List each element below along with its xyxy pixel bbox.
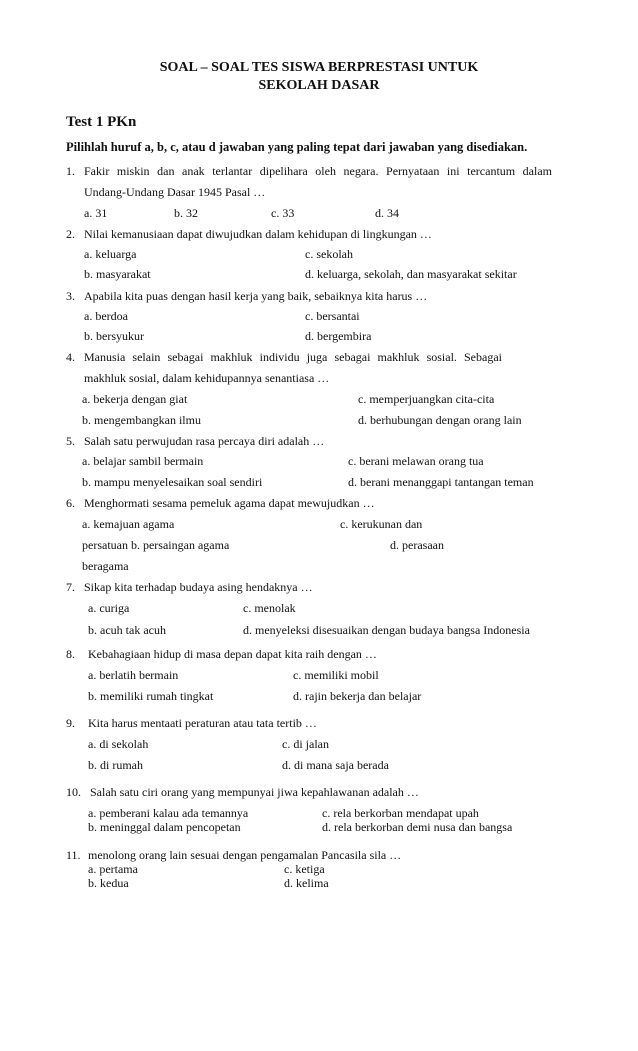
question-number: 1. <box>66 164 75 178</box>
option-b: b. memiliki rumah tingkat <box>88 689 214 703</box>
option-d: d. rajin bekerja dan belajar <box>293 689 422 703</box>
option-d: d. bergembira <box>305 329 372 343</box>
option-d: d. di mana saja berada <box>282 758 389 772</box>
question-text: Manusia selain sebagai makhluk individu juga sebagai makhluk sosial. Sebagai <box>84 350 502 364</box>
instruction-text: Pilihlah huruf a, b, c, atau d jawaban yang paling tepat dari jawaban yang disediakan. <box>66 140 528 154</box>
option-c: c. memperjuangkan cita-cita <box>358 392 495 406</box>
option-d: d. berani menanggapi tantangan teman <box>348 475 534 489</box>
option-d: d. 34 <box>375 206 399 220</box>
option-b: b. masyarakat <box>84 267 151 281</box>
question-number: 10. <box>66 785 81 799</box>
question-text: Kita harus mentaati peraturan atau tata tertib … <box>88 716 317 730</box>
option-b: b. acuh tak acuh <box>88 623 166 637</box>
option-c: c. berani melawan orang tua <box>348 454 484 468</box>
question-number: 3. <box>66 289 75 303</box>
question-text: menolong orang lain sesuai dengan pengamalan Pancasila sila … <box>88 848 402 862</box>
question-text: Salah satu perwujudan rasa percaya diri adalah … <box>84 434 325 448</box>
document-title-line1: SOAL – SOAL TES SISWA BERPRESTASI UNTUK <box>159 60 479 75</box>
option-a: a. kemajuan agama <box>82 517 175 531</box>
option-d: d. menyeleksi disesuaikan dengan budaya bangsa Indonesia <box>243 623 530 637</box>
section-heading: Test 1 PKn <box>66 114 137 130</box>
question-number: 4. <box>66 350 75 364</box>
option-a: a. berdoa <box>84 309 128 323</box>
option-a: a. keluarga <box>84 247 137 261</box>
question-number: 5. <box>66 434 75 448</box>
question-text: Undang-Undang Dasar 1945 Pasal … <box>84 185 266 199</box>
option-a: a. pemberani kalau ada temannya <box>88 806 249 820</box>
option-d: d. perasaan <box>390 538 444 552</box>
option-a: a. belajar sambil bermain <box>82 454 204 468</box>
question-number: 8. <box>66 647 75 661</box>
question-text: Kebahagiaan hidup di masa depan dapat kita raih dengan … <box>88 647 377 661</box>
option-c: c. bersantai <box>305 309 360 323</box>
option-b: b. kedua <box>88 876 129 890</box>
question-number: 6. <box>66 496 75 510</box>
option-c: c. sekolah <box>305 247 353 261</box>
option-d: d. berhubungan dengan orang lain <box>358 413 522 427</box>
question-text: makhluk sosial, dalam kehidupannya senantiasa … <box>84 371 330 385</box>
option-b: b. mengembangkan ilmu <box>82 413 201 427</box>
option-c: c. kerukunan dan <box>340 517 423 531</box>
question-number: 2. <box>66 227 75 241</box>
question-text: Fakir miskin dan anak terlantar dipelihara oleh negara. Pernyataan ini tercantum dalam <box>84 164 552 178</box>
question-text: Salah satu ciri orang yang mempunyai jiwa kepahlawanan adalah … <box>90 785 419 799</box>
option-d: d. kelima <box>284 876 329 890</box>
question-number: 11. <box>66 848 81 862</box>
option-c: c. 33 <box>271 206 295 220</box>
option-a: a. bekerja dengan giat <box>82 392 188 406</box>
question-text: Sikap kita terhadap budaya asing hendaknya … <box>84 580 313 594</box>
option-c: c. ketiga <box>284 862 325 876</box>
option-c: c. menolak <box>243 601 296 615</box>
document-title-line2: SEKOLAH DASAR <box>258 78 380 93</box>
option-a: a. pertama <box>88 862 138 876</box>
option-a: a. curiga <box>88 601 130 615</box>
question-text: Nilai kemanusiaan dapat diwujudkan dalam kehidupan di lingkungan … <box>84 227 432 241</box>
question-number: 7. <box>66 580 75 594</box>
option-a: a. 31 <box>84 206 108 220</box>
option-d: d. rela berkorban demi nusa dan bangsa <box>322 820 513 834</box>
option-b: b. meninggal dalam pencopetan <box>88 820 241 834</box>
option-c: c. memiliki mobil <box>293 668 379 682</box>
option-c: c. rela berkorban mendapat upah <box>322 806 479 820</box>
option-b: b. bersyukur <box>84 329 144 343</box>
question-number: 9. <box>66 716 75 730</box>
question-text: Apabila kita puas dengan hasil kerja yang baik, sebaiknya kita harus … <box>84 289 428 303</box>
option-continuation: beragama <box>82 559 129 573</box>
option-d: d. keluarga, sekolah, dan masyarakat sekitar <box>305 267 517 281</box>
option-a: a. berlatih bermain <box>88 668 179 682</box>
option-b: persatuan b. persaingan agama <box>82 538 230 552</box>
option-c: c. di jalan <box>282 737 329 751</box>
option-b: b. 32 <box>174 206 198 220</box>
question-text: Menghormati sesama pemeluk agama dapat mewujudkan … <box>84 496 375 510</box>
option-b: b. di rumah <box>88 758 143 772</box>
option-b: b. mampu menyelesaikan soal sendiri <box>82 475 263 489</box>
option-a: a. di sekolah <box>88 737 149 751</box>
